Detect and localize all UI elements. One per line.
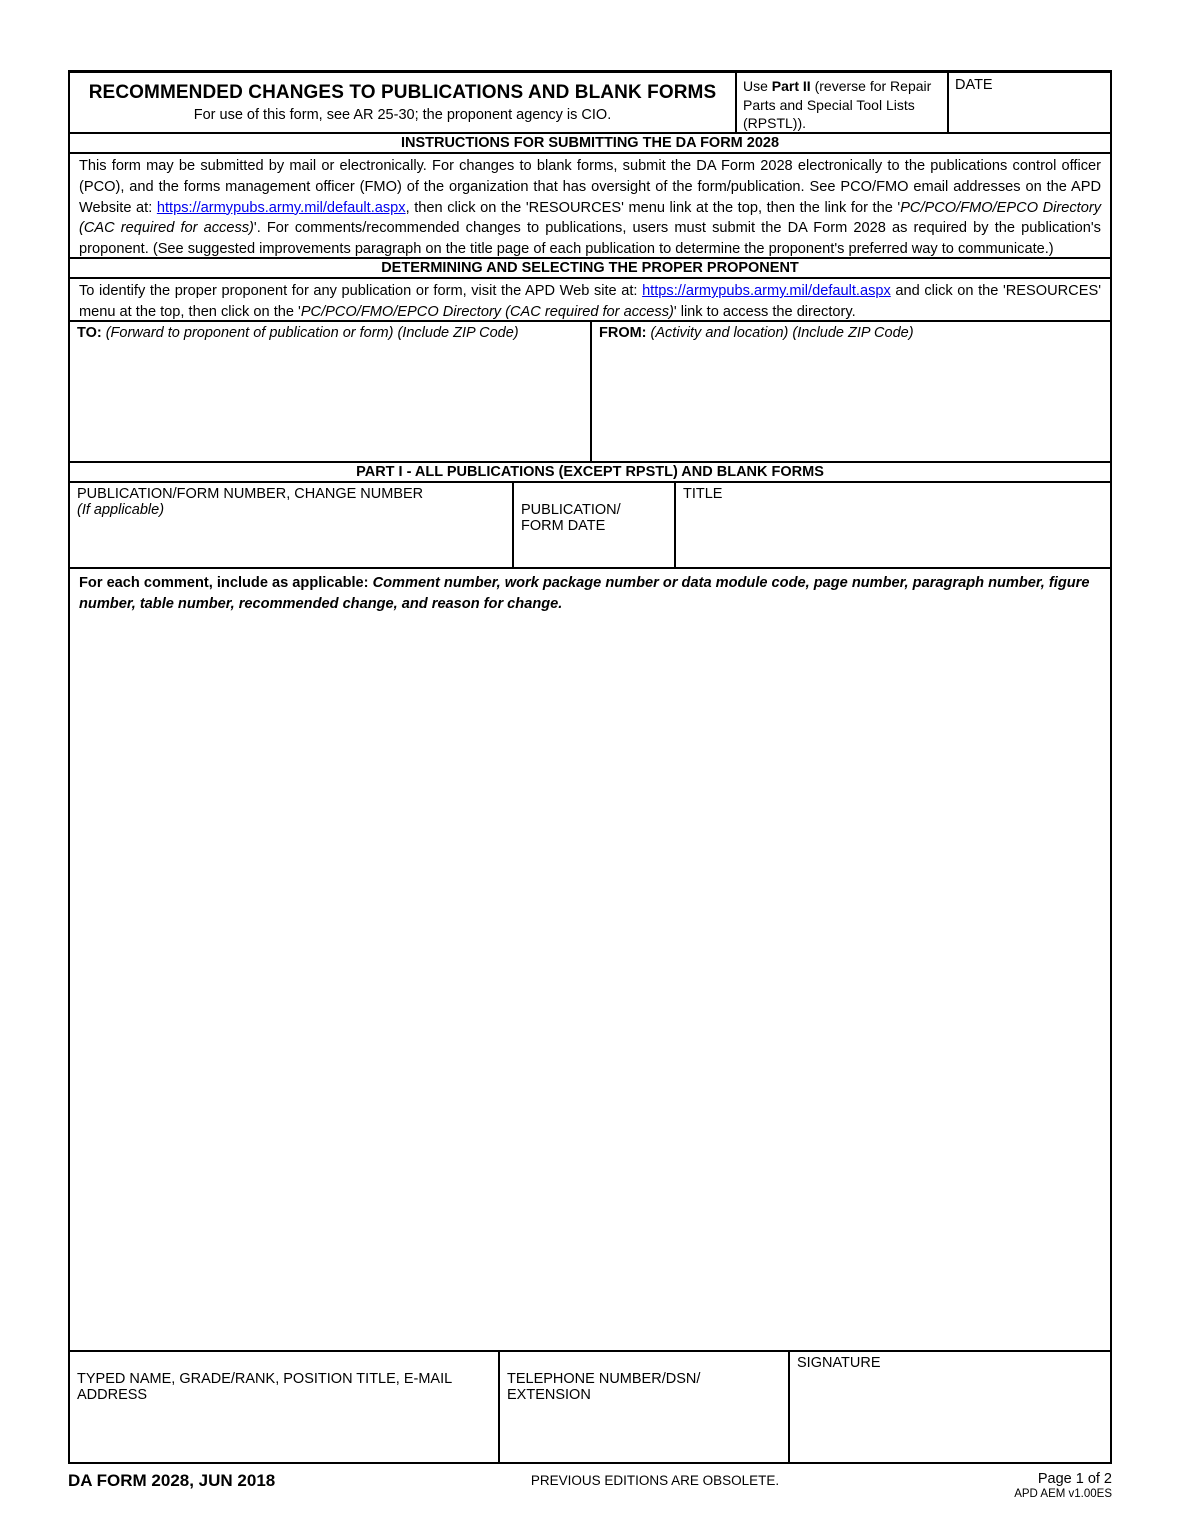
proponent-text-1: To identify the proper proponent for any publication or form, visit the APD Web site at:: [79, 283, 643, 299]
instructions-directory-italic: PC/PCO/FMO/EPCO Directory (CAC required for access): [79, 199, 1102, 237]
publication-number-label: PUBLICATION/FORM NUMBER, CHANGE NUMBER: [77, 486, 424, 502]
date-label: DATE: [955, 77, 993, 93]
to-label: TO:: [77, 325, 102, 341]
form-subtitle: For use of this form, see AR 25-30; the proponent agency is CIO.: [193, 107, 612, 123]
part1-heading: PART I - ALL PUBLICATIONS (EXCEPT RPSTL) AND BLANK FORMS: [356, 464, 824, 480]
instructions-text-3: '. For comments/recommended changes to publications, users must submit the DA Form 2028 as required by the publication's proponent. (See suggested improvements paragraph on the title page of each publication to determine the proponent's preferred way to communicate.): [79, 220, 1101, 258]
comment-instructions-italic: Comment number, work package number or data module code, page number, paragraph number, figure number, table number, recommended change, and reason for change.: [79, 575, 1090, 612]
footer-right-block: [852, 1471, 1112, 1500]
typed-name-label: TYPED NAME, GRADE/RANK, POSITION TITLE, E-MAIL ADDRESS: [77, 1371, 453, 1403]
footer-form-number: DA FORM 2028, JUN 2018: [68, 1471, 276, 1490]
part1-heading-row: [70, 463, 1110, 483]
use-part-note: [735, 73, 947, 132]
instructions-heading: INSTRUCTIONS FOR SUBMITTING THE DA FORM 2028: [400, 135, 780, 151]
comment-area-row: [70, 569, 1110, 1352]
proponent-text-2: and click on the 'RESOURCES' menu at the top, then click on the ': [79, 283, 1101, 320]
signature-label: SIGNATURE: [797, 1355, 881, 1371]
signature-field[interactable]: [788, 1352, 1110, 1462]
form-title: RECOMMENDED CHANGES TO PUBLICATIONS AND BLANK FORMS: [88, 82, 717, 103]
footer-obsolete-note: PREVIOUS EDITIONS ARE OBSOLETE.: [530, 1473, 780, 1488]
publication-title-field[interactable]: [674, 483, 1110, 567]
footer-page-number: Page 1 of 2: [1037, 1471, 1112, 1487]
signature-row: [70, 1352, 1110, 1462]
publication-row: [70, 483, 1110, 569]
telephone-label: TELEPHONE NUMBER/DSN/ EXTENSION: [507, 1371, 701, 1403]
use-part-bold: Part II: [771, 78, 811, 94]
from-hint: (Activity and location) (Include ZIP Code): [646, 325, 914, 341]
armypubs-link-1[interactable]: https://armypubs.army.mil/default.aspx: [156, 199, 406, 216]
armypubs-link-2[interactable]: https://armypubs.army.mil/default.aspx: [642, 283, 891, 299]
publication-title-label: TITLE: [683, 486, 723, 502]
instructions-heading-row: [70, 134, 1110, 154]
instructions-paragraph: [70, 154, 1110, 257]
instructions-text-1: This form may be submitted by mail or electronically. For changes to blank forms, submit the DA Form 2028 electronically to the publications control officer (PCO), and the forms management officer (FMO) of the organization that has oversight of the form/publication. See PCO/FMO email addresses on the APD Website at:: [79, 158, 1101, 216]
proponent-paragraph: [70, 279, 1110, 320]
publication-number-hint: (If applicable): [77, 502, 165, 518]
to-hint: (Forward to proponent of publication or form) (Include ZIP Code): [101, 325, 519, 341]
proponent-directory-italic: PC/PCO/FMO/EPCO Directory (CAC required for access): [300, 303, 674, 320]
typed-name-field[interactable]: [70, 1352, 498, 1462]
proponent-heading-row: [70, 259, 1110, 279]
footer-version: APD AEM v1.00ES: [1014, 1488, 1112, 1500]
publication-number-field[interactable]: [70, 483, 512, 567]
form-title-cell: [70, 73, 735, 132]
to-field[interactable]: [70, 322, 590, 461]
page-footer: [68, 1471, 1112, 1500]
da-form-2028: [68, 70, 1112, 1464]
from-label: FROM:: [599, 325, 647, 341]
comment-instructions-bold: For each comment, include as applicable:: [79, 575, 373, 591]
proponent-text-3: ' link to access the directory.: [673, 303, 856, 320]
proponent-heading: DETERMINING AND SELECTING THE PROPER PROPONENT: [381, 260, 799, 276]
telephone-field[interactable]: [498, 1352, 788, 1462]
use-part-post: (reverse for Repair Parts and Special Tool Lists (RPSTL)).: [743, 78, 932, 131]
form-header-row: [70, 73, 1110, 134]
instructions-row: [70, 154, 1110, 259]
publication-date-label: PUBLICATION/ FORM DATE: [521, 502, 621, 534]
to-from-row: [70, 322, 1110, 463]
publication-date-field[interactable]: [512, 483, 674, 567]
instructions-text-2: , then click on the 'RESOURCES' menu link at the top, then the link for the ': [405, 199, 901, 216]
use-part-pre: Use: [743, 78, 772, 94]
date-field[interactable]: [947, 73, 1110, 132]
from-field[interactable]: [590, 322, 1110, 461]
comment-area[interactable]: [70, 569, 1110, 1350]
proponent-row: [70, 279, 1110, 322]
